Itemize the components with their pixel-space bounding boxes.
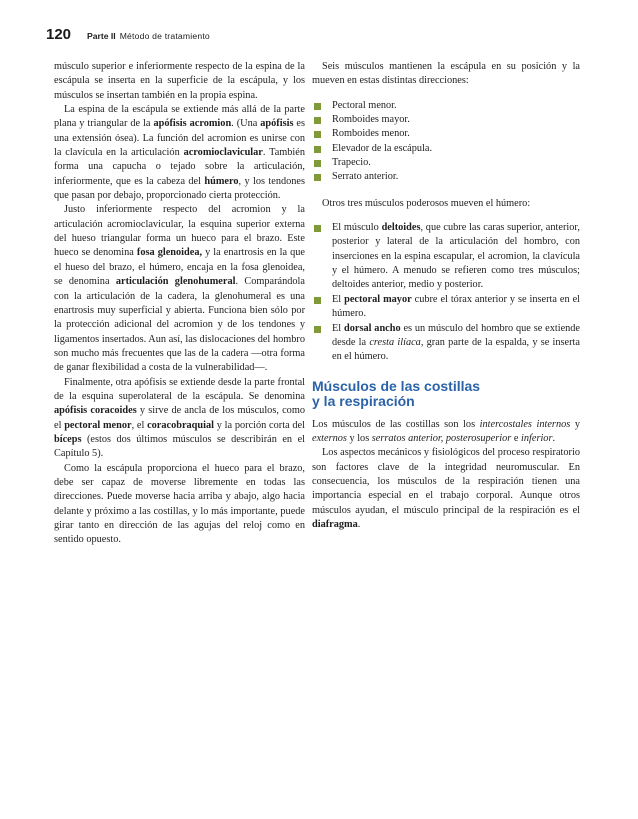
page-number: 120 (46, 26, 72, 43)
humerus-muscle-list (312, 221, 580, 364)
bold-term: articulación glenohumeral (115, 276, 236, 288)
paragraph: Justo inferiormente respecto del acromion y la articulación acromioclavicular, la esquina superior externa del hueso triangular forma un hueco para el brazo. Este hueco se denomina fosa glenoidea, y la enartrosis en la que el hueso del brazo, el húmero, encaja en la fosa glenoidea, se denomina articulación glenohumeral. Comparándola con la articulación de la cadera, la glenohumeral es una enartrosis muy superficial y abierta. Funciona bien sólo por la protección adicional del acromion y de los tendones y ligamentos insertados. Aun así, las dislocaciones del hombro son mucho más frecuentes que las de la cadera —otra forma de ganar flexibilidad a costa de la vulnerabilidad—. (54, 204, 305, 374)
bold-term: fosa glenoidea, (136, 247, 203, 259)
list-item: Elevador de la escápula. (312, 142, 580, 156)
part-label: Parte II (87, 31, 116, 41)
bold-term: apófisis (260, 118, 294, 130)
italic-term: inferior (521, 432, 553, 444)
right-column (312, 60, 580, 532)
section-heading-line: y la respiración (312, 392, 415, 409)
italic-term: serratos anterior, posterosuperior (371, 432, 512, 444)
bold-term: deltoides (381, 222, 421, 234)
section-heading-line: Músculos de las costillas (312, 377, 481, 394)
running-header (46, 26, 210, 46)
bold-term: bíceps (54, 433, 82, 445)
list-item: Romboides menor. (312, 127, 580, 141)
section-heading (312, 379, 580, 409)
bold-term: diafragma (312, 518, 358, 530)
paragraph: Los aspectos mecánicos y fisiológicos del proceso respiratorio son factores clave de la integridad neuromuscular. En consecuencia, los músculos de la respiración tienen una importancia especial en el trabajo corporal. Aunque otros músculos ayudan, el músculo principal de la respiración es el diafragma. (312, 447, 580, 530)
paragraph: Como la escápula proporciona el hueco para el brazo, debe ser capaz de moverse libremente en todas las direcciones. Puede moverse hacia arriba y abajo, algo hacia delante y próximo a las costillas, y lo más importante, puede girar tanto en dirección de las agujas del reloj como en sentido opuesto. (54, 462, 305, 546)
bold-term: dorsal ancho (344, 322, 401, 334)
paragraph: Otros tres músculos poderosos mueven el húmero: (322, 197, 531, 209)
bold-term: acromioclavicular (183, 147, 263, 159)
paragraph: Seis músculos mantienen la escápula en su posición y la mueven en estas distintas direcciones: (312, 61, 580, 87)
paragraph: Finalmente, otra apófisis se extiende desde la parte frontal de la esquina superolateral de la escápula. Se denomina apófisis coracoides y sirve de ancla de los músculos, como el pectoral menor, el coracobraquial y la porción corta del bíceps (estos dos últimos músculos se describirán en el Capítulo 5). (54, 376, 305, 460)
italic-term: cresta ilíaca, (369, 336, 424, 348)
list-item: Trapecio. (312, 156, 580, 170)
bold-term: apófisis acromion (153, 118, 232, 130)
part-title: Método de tratamiento (119, 31, 210, 41)
italic-term: externos (312, 432, 347, 444)
bold-term: húmero (204, 175, 239, 187)
bold-term: pectoral mayor (344, 293, 412, 305)
bold-term: pectoral menor (64, 419, 132, 431)
list-item: El dorsal ancho es un músculo del hombro que se extiende desde la cresta ilíaca, gran parte de la espalda, y se inserta en el húmero. (312, 322, 580, 365)
list-item: El músculo deltoides, que cubre las caras superior, anterior, posterior y lateral de la articulación del hombro, con inserciones en la espina escapular, el acromion, la clavícula y el húmero. A menudo se refieren como tres músculos; deltoides anterior, medio y posterior. (312, 221, 580, 293)
left-column (54, 60, 305, 548)
paragraph: músculo superior e inferiormente respecto de la espina de la escápula se inserta en la superficie de la escápula, y los músculos se insertan también en la propia espina. (54, 61, 305, 101)
italic-term: intercostales internos (479, 418, 571, 430)
list-item: Romboides mayor. (312, 113, 580, 127)
bold-term: apófisis coracoides (54, 405, 137, 417)
bold-term: coracobraquial (147, 419, 215, 431)
scapula-muscle-list (312, 99, 580, 185)
paragraph: Los músculos de las costillas son los intercostales internos y externos y los serratos anterior, posterosuperior e inferior. (312, 418, 580, 444)
paragraph: La espina de la escápula se extiende más allá de la parte plana y triangular de la apófisis acromion. (Una apófisis es una extensión ósea). La función del acromion es unirse con la clavícula en la articulación acromioclavicular. También forma una capucha o tejado sobre la articulación, inferiormente, que es la cabeza del húmero, y los tendones que pasan por debajo, proporcionado cierta protección. (54, 104, 306, 202)
list-item: El pectoral mayor cubre el tórax anterior y se inserta en el húmero. (312, 293, 580, 322)
list-item: Serrato anterior. (312, 170, 580, 184)
list-item: Pectoral menor. (312, 99, 580, 113)
